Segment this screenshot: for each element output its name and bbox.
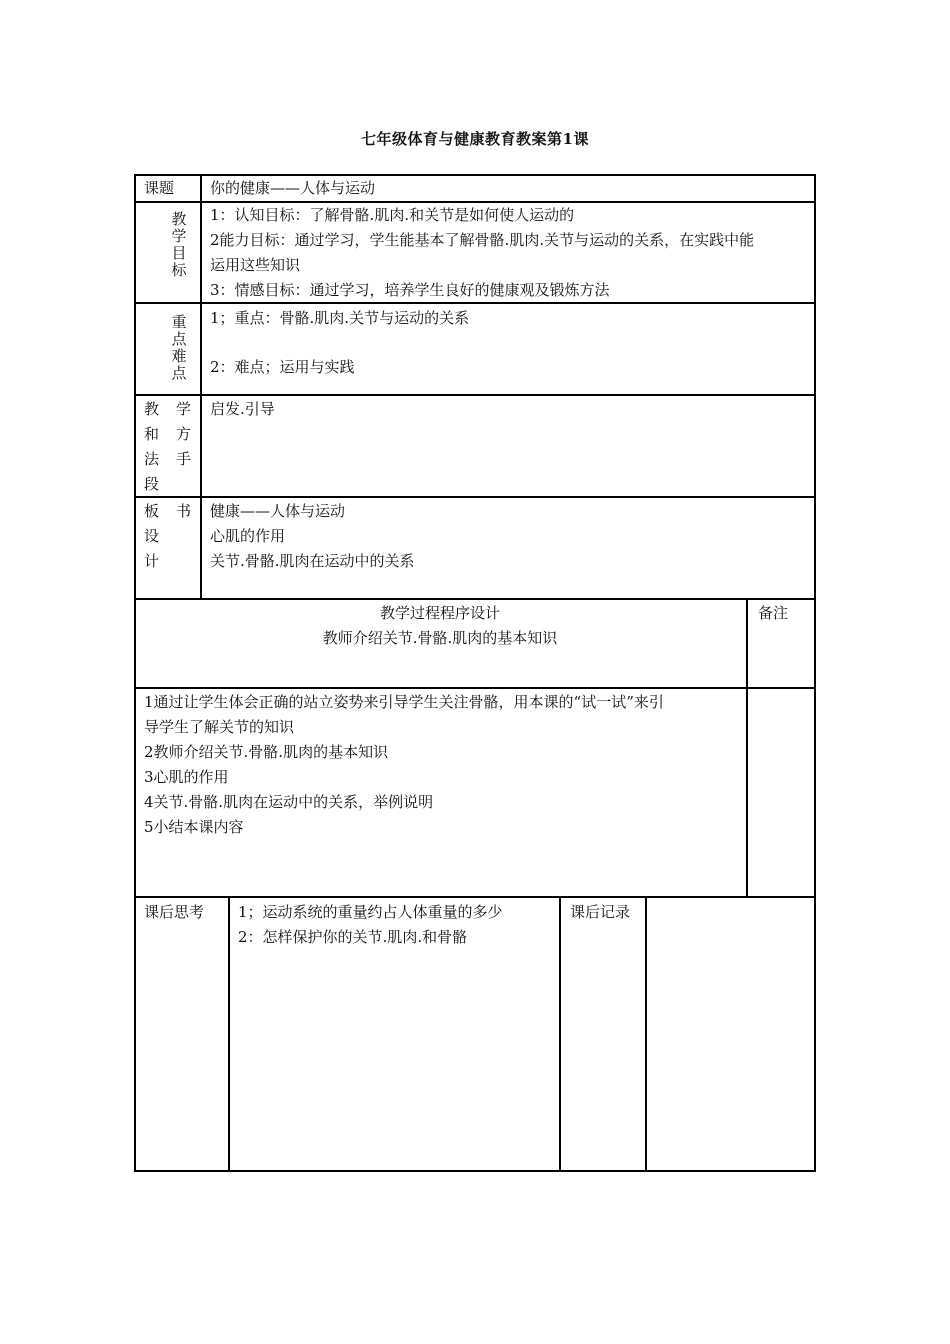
process-step-1-cont: 导学生了解关节的知识 [144, 718, 295, 736]
board-line-2: 心肌的作用 [210, 527, 286, 545]
after-class-question-2: 2：怎样保护你的关节.肌肉.和骨骼 [238, 928, 468, 946]
objective-line-4: 3：情感目标：通过学习，培养学生良好的健康观及锻炼方法 [210, 281, 610, 299]
process-heading: 教学过程程序设计 [379, 604, 500, 622]
page-title: 七年级体育与健康教育教案第1课 [361, 130, 589, 148]
process-step-1: 1通过让学生体会正确的站立姿势来引导学生关注骨骼，用本课的“试一试”来引 [144, 693, 664, 711]
lesson-plan-table: 课题 你的健康——人体与运动 教 学 目 标 1：认知目标：了解骨骼.肌肉.和关节是如何使人运动的 2能力目标：通过学习，学生能基本了解骨骼.肌肉.关节与运动的关系，在实践中能 运用这些知识 3：情感目标：通过学习，培养学生良好的健康观及锻炼方法 重 点 难 点 1；重点：骨骼.肌肉.关节与运动的关系 2：难点；运用与实践 教 学 和 方 法 手 段 启发.引导 板 书 设 计 健康——人体与运动 心肌的作用 关节.骨骼.肌肉在运动中的关系 教学过程程序设计 教师介绍关节.骨骼.肌肉的基本知识 备注 1通过让学生体会正确的站立姿势来引导学生关注骨骼，用本课的“试一试”来引 导学生了解关节的知识 2教师介绍关节.骨骼.肌肉的基本知识 3心肌的作用 4关节.骨骼.肌肉在运动中的关系，举例说明 5小结本课内容 课后思考 1；运动系统的重量约占人体重量的多少 2：怎样保护你的关节.肌肉.和骨骼 课后记录 [134, 174, 816, 1172]
process-subheading: 教师介绍关节.骨骼.肌肉的基本知识 [322, 629, 558, 647]
process-step-4: 4关节.骨骼.肌肉在运动中的关系，举例说明 [144, 793, 434, 811]
topic-label: 课题 [144, 179, 175, 197]
after-class-record-label: 课后记录 [570, 903, 631, 921]
methods-value: 启发.引导 [210, 400, 275, 418]
objective-line-2: 2能力目标：通过学习，学生能基本了解骨骼.肌肉.关节与运动的关系，在实践中能 [210, 231, 755, 249]
objective-line-3: 运用这些知识 [210, 256, 301, 274]
objective-line-1: 1：认知目标：了解骨骼.肌肉.和关节是如何使人运动的 [210, 206, 575, 224]
key-point-line: 1；重点：骨骼.肌肉.关节与运动的关系 [210, 309, 470, 327]
after-class-question-1: 1；运动系统的重量约占人体重量的多少 [238, 903, 503, 921]
board-line-1: 健康——人体与运动 [210, 502, 346, 520]
notes-label: 备注 [758, 604, 789, 622]
process-step-2: 2教师介绍关节.骨骼.肌肉的基本知识 [144, 743, 389, 761]
process-step-3: 3心肌的作用 [144, 768, 229, 786]
after-class-thinking-label: 课后思考 [144, 903, 205, 921]
process-step-5: 5小结本课内容 [144, 818, 244, 836]
difficulty-line: 2：难点；运用与实践 [210, 358, 355, 376]
board-line-3: 关节.骨骼.肌肉在运动中的关系 [210, 552, 415, 570]
topic-value: 你的健康——人体与运动 [210, 179, 376, 197]
